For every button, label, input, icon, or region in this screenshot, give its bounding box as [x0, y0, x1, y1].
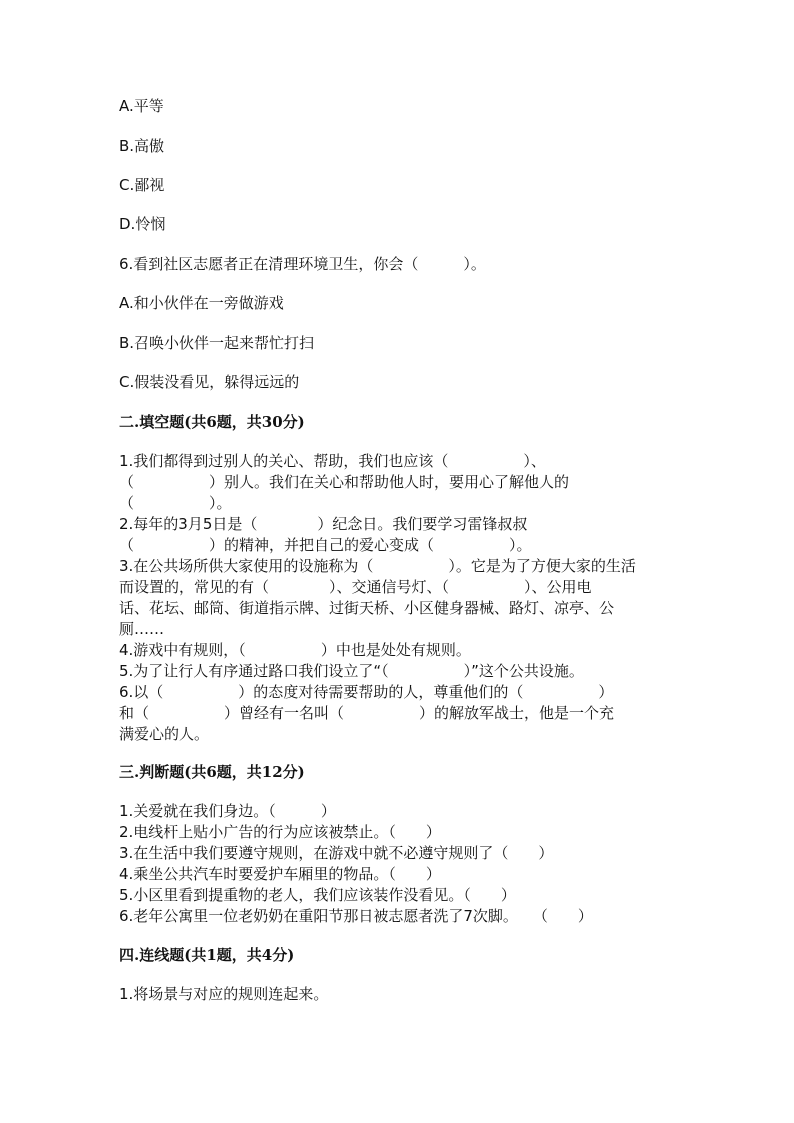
judge-line: 4.乘坐公共汽车时要爱护车厢里的物品。（ ） [119, 865, 441, 883]
section-4-heading: 四.连线题(共1题，共4分) [119, 946, 295, 964]
fill-line: （ ）的精神，并把自己的爱心变成（ ）。 [119, 536, 532, 554]
question-6-option-c: C.假装没看见，躲得远远的 [119, 373, 300, 391]
judge-line: 5.小区里看到提重物的老人，我们应该装作没看见。（ ） [119, 886, 516, 904]
fill-line: 4.游戏中有规则，（ ）中也是处处有规则。 [119, 641, 471, 659]
fill-line: 2.每年的3月5日是（ ）纪念日。我们要学习雷锋叔叔 [119, 515, 528, 533]
section-2-heading: 二.填空题(共6题，共30分) [119, 413, 305, 431]
option-b: B.高傲 [119, 137, 165, 155]
section-3-heading: 三.判断题(共6题，共12分) [119, 763, 305, 781]
question-6-option-a: A.和小伙伴在一旁做游戏 [119, 294, 284, 312]
fill-line: （ ）。 [119, 494, 232, 512]
judge-line: 2.电线杆上贴小广告的行为应该被禁止。（ ） [119, 823, 441, 841]
judge-line: 6.老年公寓里一位老奶奶在重阳节那日被志愿者洗了7次脚。 （ ） [119, 907, 593, 925]
question-6-stem: 6.看到社区志愿者正在清理环境卫生，你会（ ）。 [119, 255, 486, 273]
fill-line: 而设置的，常见的有（ ）、交通信号灯、（ ）、公用电 [119, 578, 592, 596]
option-c: C.鄙视 [119, 176, 165, 194]
fill-line: 6.以（ ）的态度对待需要帮助的人，尊重他们的（ ） [119, 683, 614, 701]
fill-line: 3.在公共场所供大家使用的设施称为（ ）。它是为了方便大家的生活 [119, 557, 636, 575]
matching-line: 1.将场景与对应的规则连起来。 [119, 985, 329, 1003]
fill-line: 1.我们都得到过别人的关心、帮助，我们也应该（ ）、 [119, 452, 546, 470]
option-d: D.怜悯 [119, 215, 166, 233]
fill-line: 话、花坛、邮筒、街道指示牌、过街天桥、小区健身器械、路灯、凉亭、公 [119, 599, 615, 617]
fill-line: 和（ ）曾经有一名叫（ ）的解放军战士，他是一个充 [119, 704, 615, 722]
judge-line: 3.在生活中我们要遵守规则，在游戏中就不必遵守规则了（ ） [119, 844, 554, 862]
question-6-option-b: B.召唤小伙伴一起来帮忙打扫 [119, 334, 315, 352]
judge-line: 1.关爱就在我们身边。（ ） [119, 802, 336, 820]
fill-line: （ ）别人。我们在关心和帮助他人时，要用心了解他人的 [119, 473, 570, 491]
fill-line: 厕…… [119, 620, 165, 638]
fill-line: 5.为了让行人有序通过路口我们设立了“（ ）”这个公共设施。 [119, 662, 584, 680]
fill-line: 满爱心的人。 [119, 725, 210, 743]
option-a: A.平等 [119, 97, 164, 115]
